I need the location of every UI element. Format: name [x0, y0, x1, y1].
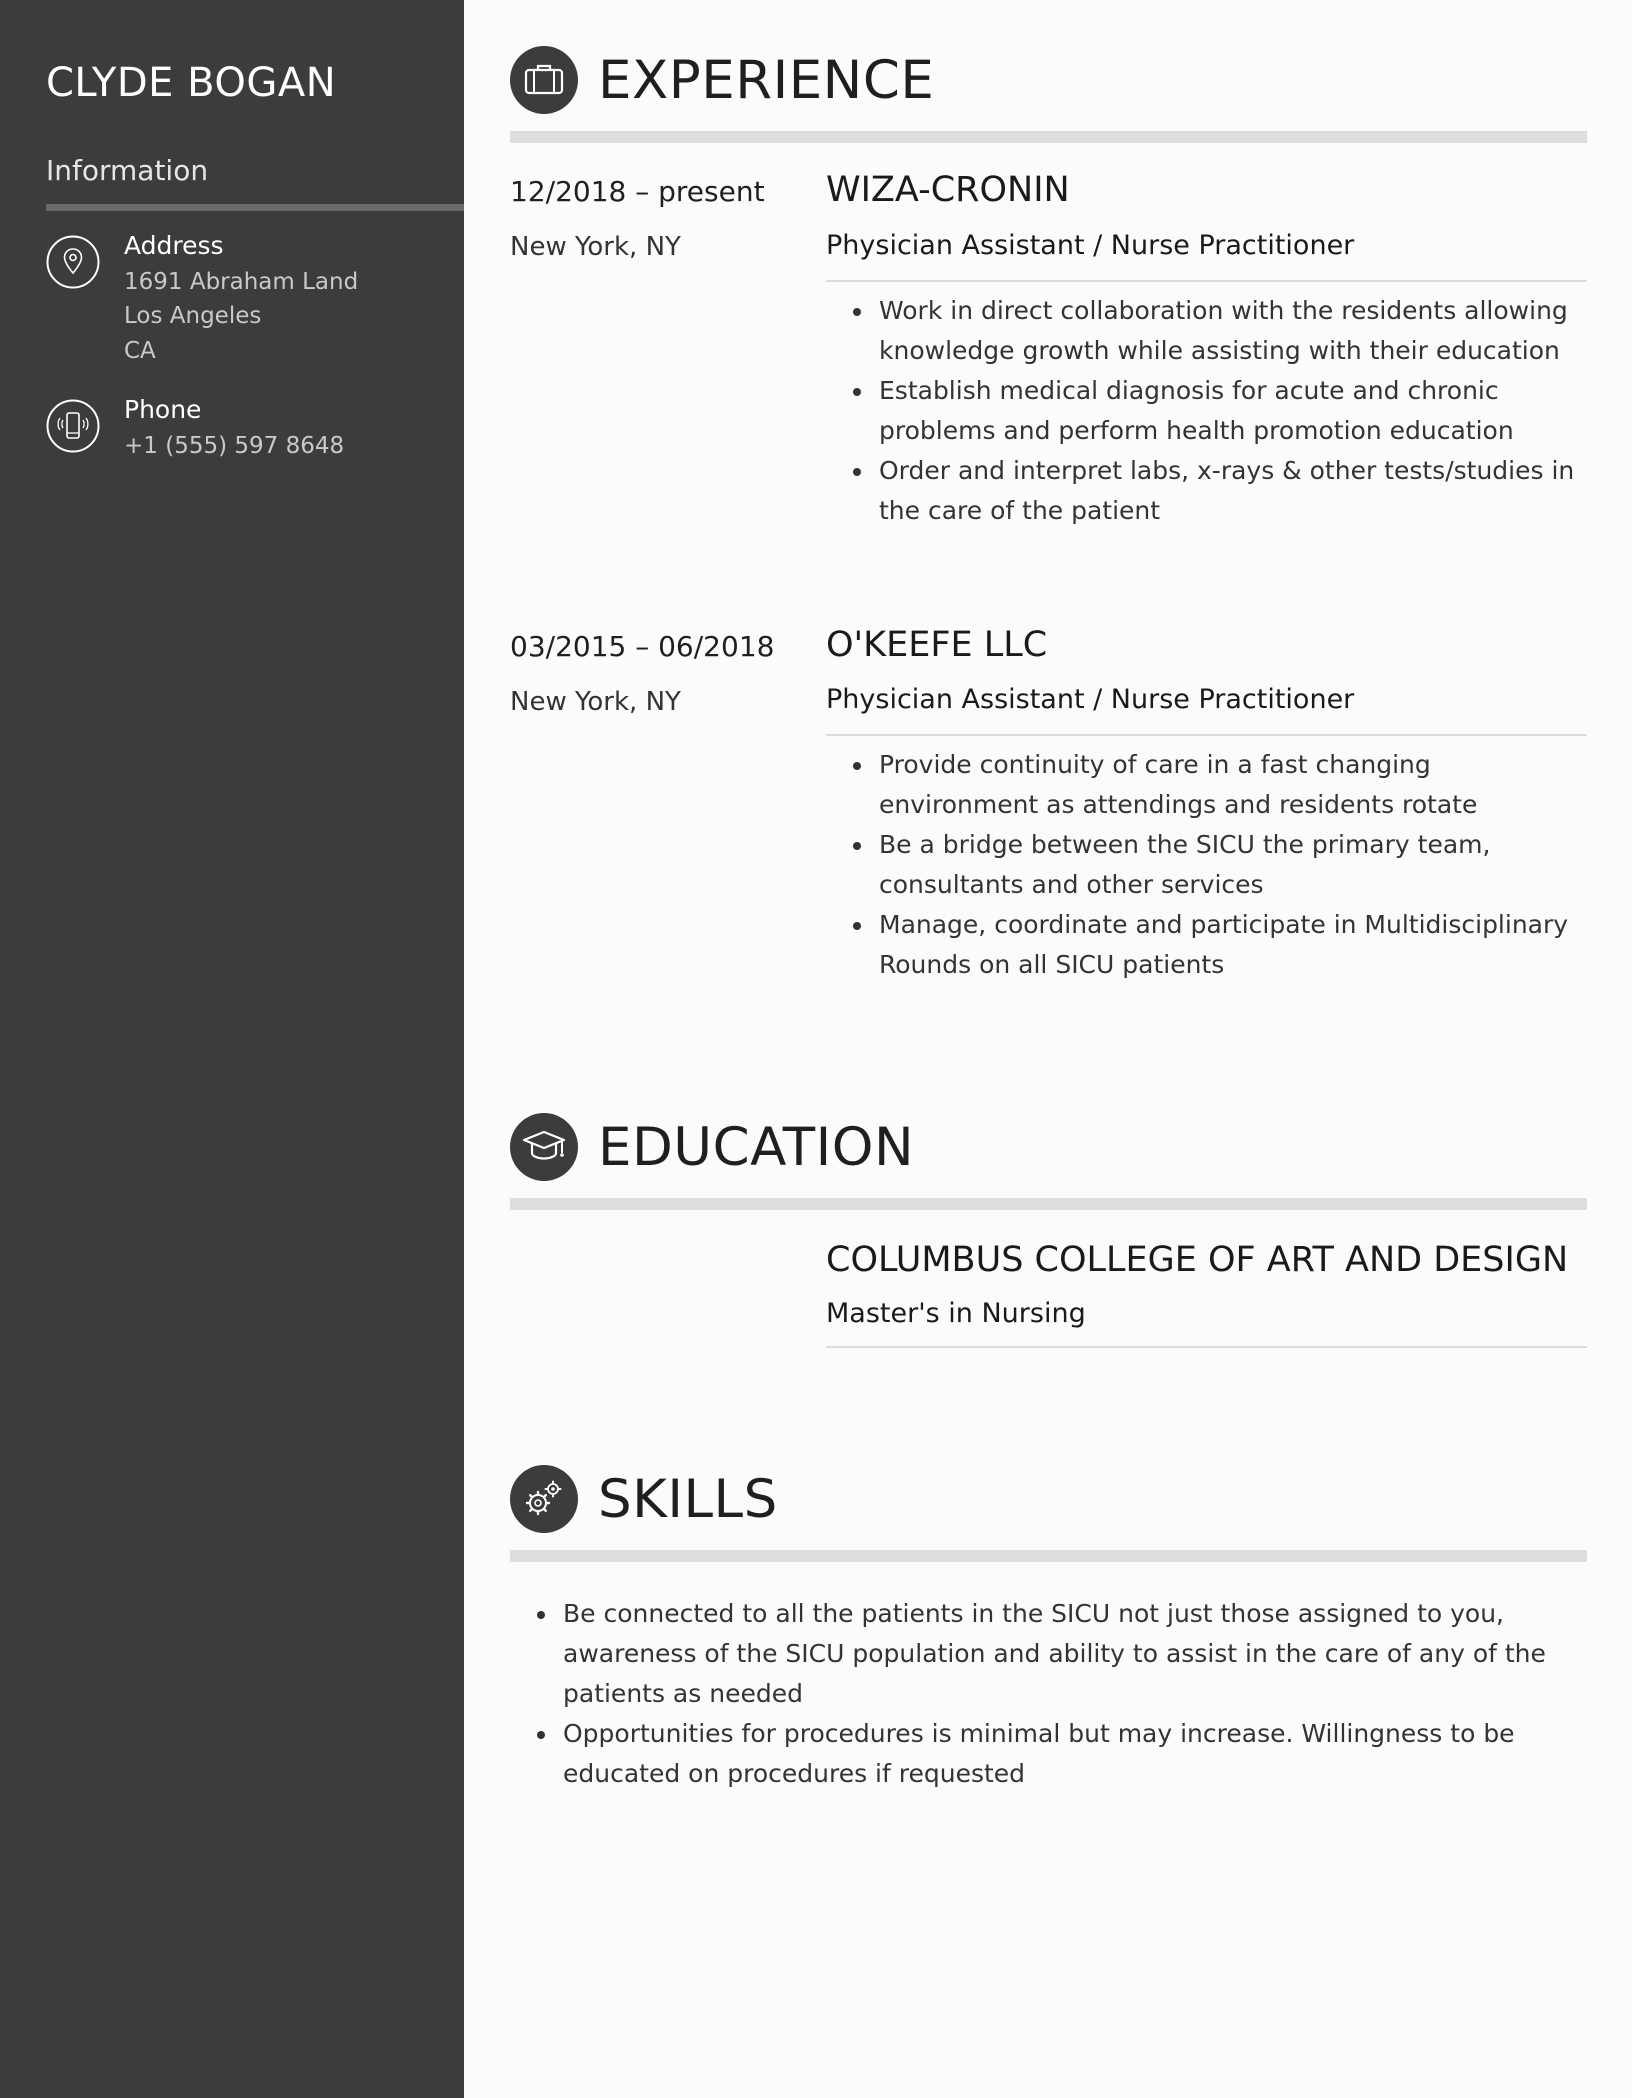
list-item: • Establish medical diagnosis for acute and chronic problems and perform health promotion education: [875, 371, 1585, 451]
address-line-3: CA: [124, 338, 156, 364]
education-entry-divider: [826, 1346, 1587, 1348]
information-heading: Information: [46, 154, 209, 187]
job-company: O'KEEFE LLC: [826, 625, 1048, 665]
job-divider: [826, 280, 1587, 282]
skills-list: [537, 1594, 1599, 1794]
map-pin-icon: [46, 235, 100, 289]
job-role: Physician Assistant / Nurse Practitioner: [826, 230, 1355, 261]
candidate-name: CLYDE BOGAN: [46, 60, 337, 106]
list-item: • Work in direct collaboration with the residents allowing knowledge growth while assisting with their education: [875, 291, 1585, 371]
phone-number: +1 (555) 597 8648: [124, 433, 345, 459]
sidebar: [0, 0, 464, 2098]
address-line-2: Los Angeles: [124, 303, 262, 329]
briefcase-icon: [510, 46, 578, 114]
address-label: Address: [124, 231, 224, 260]
list-item: • Opportunities for procedures is minimal but may increase. Willingness to be educated on procedures if requested: [559, 1714, 1599, 1794]
experience-heading: EXPERIENCE: [598, 50, 935, 111]
phone-label: Phone: [124, 395, 202, 424]
list-item: • Manage, coordinate and participate in Multidisciplinary Rounds on all SICU patients: [875, 905, 1585, 985]
job-dates: 12/2018 – present: [510, 175, 765, 208]
education-heading: EDUCATION: [598, 1117, 915, 1178]
education-divider: [510, 1198, 1587, 1210]
experience-divider: [510, 131, 1587, 143]
gears-icon: [510, 1465, 578, 1533]
job-location: New York, NY: [510, 687, 681, 717]
graduation-cap-icon: [510, 1113, 578, 1181]
list-item: • Order and interpret labs, x-rays & other tests/studies in the care of the patient: [875, 451, 1585, 531]
skills-heading: SKILLS: [598, 1469, 778, 1530]
job-divider: [826, 734, 1587, 736]
skills-divider: [510, 1550, 1587, 1562]
mobile-phone-icon: [46, 399, 100, 453]
job-location: New York, NY: [510, 232, 681, 262]
list-item: • Be a bridge between the SICU the primary team, consultants and other services: [875, 825, 1585, 905]
job-dates: 03/2015 – 06/2018: [510, 630, 775, 663]
school-name: COLUMBUS COLLEGE OF ART AND DESIGN: [826, 1240, 1569, 1280]
job-role: Physician Assistant / Nurse Practitioner: [826, 684, 1355, 715]
job-bullets: [853, 745, 1585, 985]
list-item: • Be connected to all the patients in the SICU not just those assigned to you, awareness of the SICU population and ability to assist in the care of any of the patients as needed: [559, 1594, 1599, 1714]
job-company: WIZA-CRONIN: [826, 170, 1070, 210]
job-bullets: [853, 291, 1585, 531]
address-line-1: 1691 Abraham Land: [124, 269, 359, 295]
degree: Master's in Nursing: [826, 1298, 1086, 1329]
information-divider: [46, 204, 464, 211]
list-item: • Provide continuity of care in a fast changing environment as attendings and residents rotate: [875, 745, 1585, 825]
